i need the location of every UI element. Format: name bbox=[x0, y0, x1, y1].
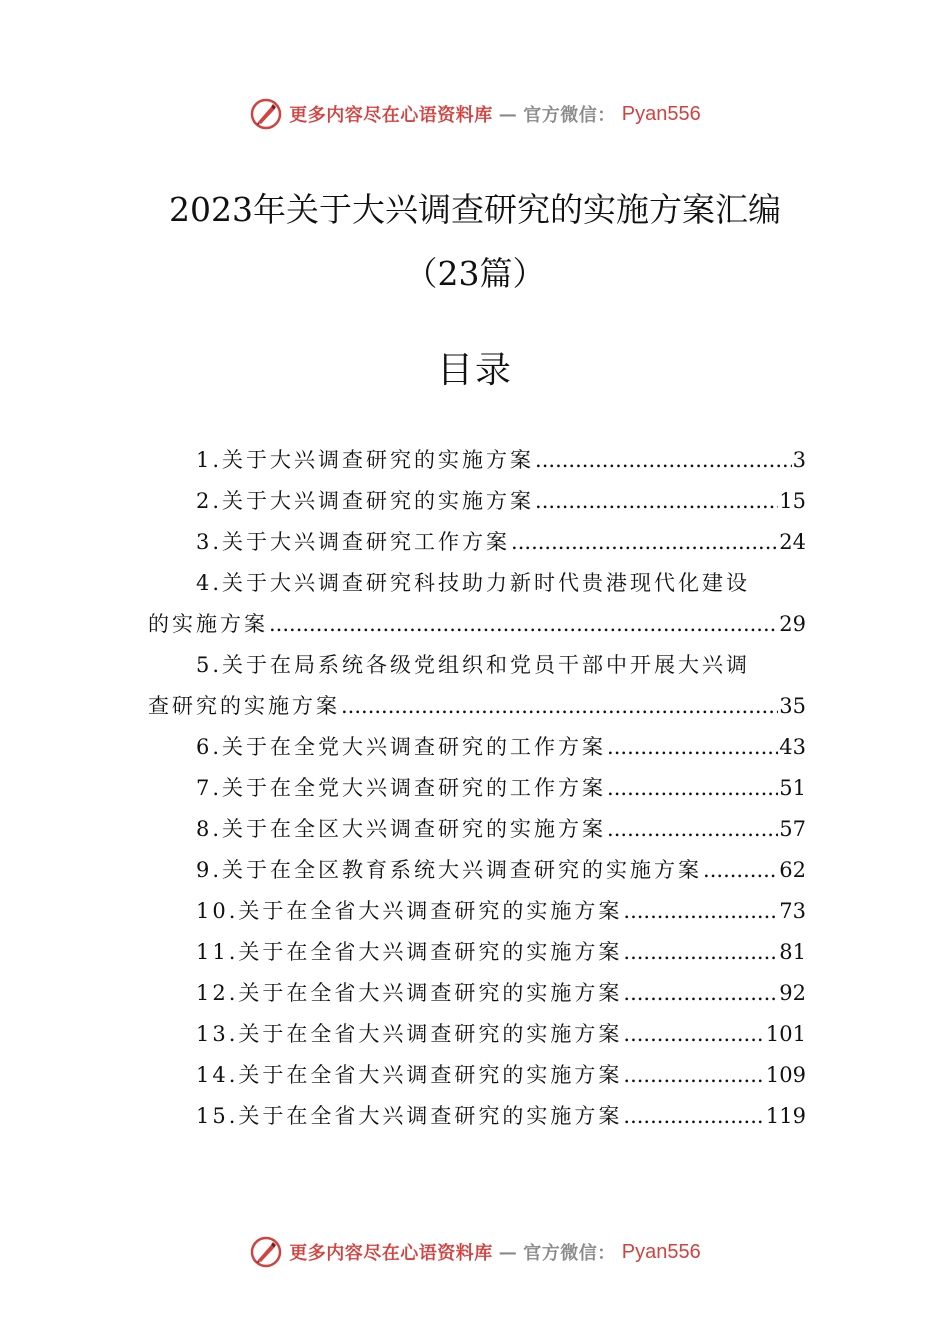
toc-entry-page: 109 bbox=[765, 1063, 806, 1087]
toc-entry-title: 14.关于在全省大兴调查研究的实施方案 bbox=[196, 1063, 623, 1087]
toc-entry-page: 57 bbox=[779, 817, 806, 841]
document-subtitle: （23篇） bbox=[404, 254, 546, 293]
toc-entry[interactable] bbox=[148, 1096, 806, 1137]
toc-entry-page: 15 bbox=[779, 489, 806, 513]
toc-leader-dots bbox=[623, 1014, 765, 1055]
toc-entry-title: 2.关于大兴调查研究的实施方案 bbox=[196, 489, 535, 513]
toc-entry-title: 10.关于在全省大兴调查研究的实施方案 bbox=[196, 899, 623, 923]
toc-entry-title: 的实施方案 bbox=[148, 612, 268, 636]
toc-entry[interactable] bbox=[148, 850, 806, 891]
toc-leader-dots bbox=[269, 604, 778, 645]
watermark-wechat-label: 官方微信： bbox=[523, 1243, 616, 1264]
toc-entry[interactable] bbox=[148, 727, 806, 768]
toc-leader-dots bbox=[623, 1096, 765, 1137]
toc-leader-dots bbox=[623, 1055, 765, 1096]
toc-entry-title-line1: 5.关于在局系统各级党组织和党员干部中开展大兴调 bbox=[196, 653, 751, 677]
toc-entry-title: 查研究的实施方案 bbox=[148, 694, 340, 718]
toc-entry[interactable] bbox=[148, 768, 806, 809]
toc-entry-page: 51 bbox=[779, 776, 806, 800]
document-title: 2023年关于大兴调查研究的实施方案汇编 bbox=[169, 190, 781, 229]
table-of-contents bbox=[148, 440, 806, 1137]
watermark-dash: — bbox=[498, 103, 518, 125]
toc-entry[interactable] bbox=[148, 645, 806, 727]
toc-leader-dots bbox=[535, 481, 778, 522]
toc-entry-page: 73 bbox=[779, 899, 806, 923]
watermark-wechat-id: Pyan556 bbox=[621, 1240, 701, 1263]
toc-entry-title: 9.关于在全区教育系统大兴调查研究的实施方案 bbox=[196, 858, 703, 882]
watermark-brand-text: 更多内容尽在心语资料库 bbox=[289, 1243, 493, 1264]
toc-entry-page: 81 bbox=[779, 940, 806, 964]
toc-entry-page: 29 bbox=[779, 612, 806, 636]
toc-entry-title: 1.关于大兴调查研究的实施方案 bbox=[196, 448, 535, 472]
toc-entry[interactable] bbox=[148, 1014, 806, 1055]
toc-leader-dots bbox=[623, 932, 778, 973]
toc-entry[interactable] bbox=[148, 440, 806, 481]
toc-entry[interactable] bbox=[148, 481, 806, 522]
watermark-dash: — bbox=[498, 1241, 518, 1263]
toc-entry[interactable] bbox=[148, 1055, 806, 1096]
toc-leader-dots bbox=[607, 809, 778, 850]
toc-entry-page: 24 bbox=[779, 530, 806, 554]
watermark-wechat-id: Pyan556 bbox=[621, 102, 701, 125]
toc-entry-title: 15.关于在全省大兴调查研究的实施方案 bbox=[196, 1104, 623, 1128]
toc-entry[interactable] bbox=[148, 973, 806, 1014]
toc-leader-dots bbox=[623, 973, 778, 1014]
toc-leader-dots bbox=[607, 768, 778, 809]
toc-leader-dots bbox=[623, 891, 778, 932]
toc-leader-dots bbox=[703, 850, 778, 891]
toc-entry-page: 43 bbox=[779, 735, 806, 759]
pen-logo-icon bbox=[249, 1235, 283, 1269]
toc-entry-title: 13.关于在全省大兴调查研究的实施方案 bbox=[196, 1022, 623, 1046]
toc-entry[interactable] bbox=[148, 932, 806, 973]
toc-leader-dots bbox=[511, 522, 778, 563]
watermark-wechat-label: 官方微信： bbox=[523, 105, 616, 126]
toc-leader-dots bbox=[341, 686, 778, 727]
watermark-banner-top bbox=[0, 94, 950, 134]
toc-entry-page: 3 bbox=[792, 448, 806, 472]
watermark-banner-bottom bbox=[0, 1232, 950, 1272]
toc-entry-page: 92 bbox=[779, 981, 806, 1005]
toc-entry-title-line1: 4.关于大兴调查研究科技助力新时代贵港现代化建设 bbox=[196, 571, 751, 595]
toc-entry-page: 119 bbox=[765, 1104, 806, 1128]
toc-entry-title: 6.关于在全党大兴调查研究的工作方案 bbox=[196, 735, 607, 759]
pen-logo-icon bbox=[249, 97, 283, 131]
toc-entry-page: 101 bbox=[765, 1022, 806, 1046]
toc-entry[interactable] bbox=[148, 522, 806, 563]
toc-entry-title: 7.关于在全党大兴调查研究的工作方案 bbox=[196, 776, 607, 800]
toc-heading: 目录 bbox=[436, 350, 513, 391]
toc-entry[interactable] bbox=[148, 809, 806, 850]
toc-entry-title: 8.关于在全区大兴调查研究的实施方案 bbox=[196, 817, 607, 841]
toc-entry-page: 35 bbox=[779, 694, 806, 718]
toc-leader-dots bbox=[535, 440, 792, 481]
toc-entry-title: 12.关于在全省大兴调查研究的实施方案 bbox=[196, 981, 623, 1005]
toc-entry-title: 11.关于在全省大兴调查研究的实施方案 bbox=[196, 940, 623, 964]
toc-entry-page: 62 bbox=[779, 858, 806, 882]
watermark-brand-text: 更多内容尽在心语资料库 bbox=[289, 105, 493, 126]
toc-leader-dots bbox=[607, 727, 778, 768]
toc-entry[interactable] bbox=[148, 891, 806, 932]
toc-entry-title: 3.关于大兴调查研究工作方案 bbox=[196, 530, 511, 554]
toc-entry[interactable] bbox=[148, 563, 806, 645]
